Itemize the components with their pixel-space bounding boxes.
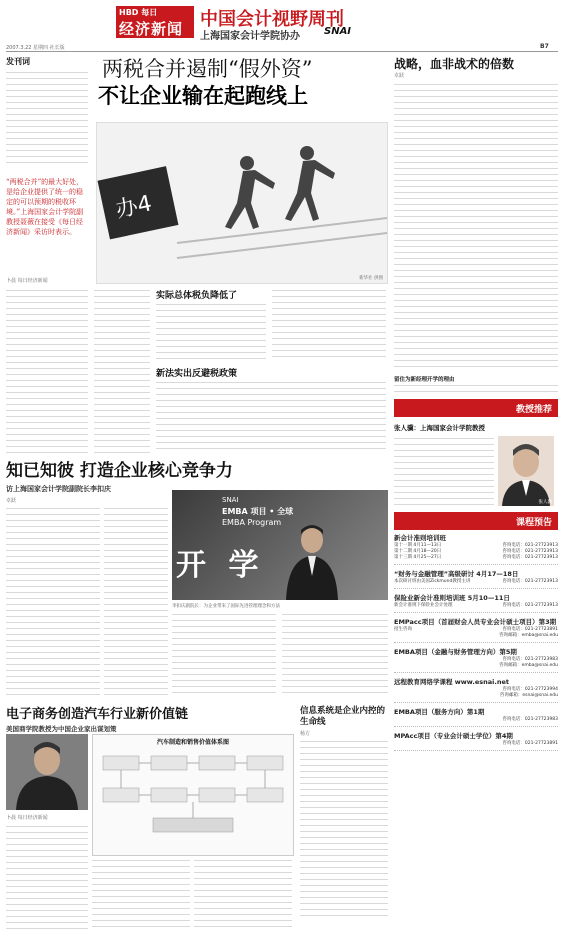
ecom-chart	[92, 734, 294, 856]
course-item	[394, 570, 558, 589]
sidebar-quote: “两税合并”的最大好处，是给企业提供了统一的稳定的可以预期的税收环境。”上海国家会计学院副教授聂薇在接受《每日经济新闻》采访时表示。	[6, 178, 84, 236]
lead-headline-2: 不让企业输在起跑线上	[98, 84, 308, 108]
svg-text:办4: 办4	[113, 191, 155, 224]
masthead-logo	[116, 6, 194, 38]
course-title: EMBA项目（服务方向）第1期	[394, 708, 485, 716]
course-line-right: 咨询电话：021-27723983	[502, 657, 558, 662]
course-title: 远程教育网络学课程 www.esnai.net	[394, 678, 509, 686]
course-line-left: 第十三期 4月25—27日	[394, 555, 442, 560]
runners-illustration	[97, 123, 387, 283]
feature-subhead: 访上海国家会计学院副院长李扣庆	[6, 485, 111, 493]
course-line	[394, 555, 558, 561]
speaker-photo-icon	[282, 520, 342, 600]
logo-top: HBD 每日	[119, 8, 158, 17]
course-line	[394, 693, 558, 699]
courses-section-title: 课程预告	[515, 517, 552, 528]
book-title: 留住为新经理开学的理由	[394, 377, 455, 383]
ecom-body-col1	[6, 824, 88, 930]
expert-section	[394, 399, 558, 506]
course-line-right: 咨询邮箱：esnai@snai.edu	[499, 693, 558, 698]
course-line-right: 咨询电话：021-27723983	[502, 717, 558, 722]
expert-title: 张人骥：上海国家会计学院教授	[394, 424, 485, 432]
feature-body-col1	[6, 506, 100, 696]
course-item	[394, 618, 558, 643]
ecom-body-col2	[92, 858, 190, 930]
feature-photo-caption: 李扣庆副院长：为企业带来了国际先进管理理念和方法	[172, 604, 280, 609]
ecom-subhead: 美国商学院教授为中国企业家出谋划策	[6, 725, 117, 733]
course-line	[394, 579, 558, 585]
course-line	[394, 663, 558, 669]
expert-header	[394, 399, 558, 417]
issue-date: 2007.3.22 星期四 社长版	[6, 45, 65, 51]
course-line-right: 咨询电话：021-27723891	[502, 741, 558, 746]
course-item	[394, 732, 558, 751]
feature-body-col2	[104, 506, 168, 696]
banner-big: 开 学	[176, 548, 265, 583]
sidebar-byline: 卜晨 每日经济新闻	[6, 278, 48, 284]
professor-photo-icon	[6, 734, 88, 810]
course-line-left: 招生咨询	[394, 627, 412, 632]
page-number: B7	[540, 43, 549, 50]
course-item	[394, 534, 558, 565]
info-body	[300, 739, 388, 919]
sidebar-heading: 发刊词	[6, 57, 30, 66]
lead-body-col2	[156, 302, 266, 362]
ecom-chart-title: 汽车制造和销售价值体系图	[156, 739, 229, 746]
banner-line-3: EMBA Program	[222, 518, 282, 527]
masthead-rule	[6, 51, 558, 52]
expert-body-row	[394, 436, 558, 506]
feature-body-col3	[172, 612, 276, 696]
lead-headline-1: 两税合并遏制“假外资”	[102, 57, 313, 81]
course-line-right: 咨询电话：021-27723994	[502, 687, 558, 692]
masthead-subtitle: 上海国家会计学院协办	[200, 31, 300, 42]
course-line-right: 咨询电话：021-27723913	[502, 579, 558, 584]
feature-photo	[172, 490, 388, 600]
feature-body-col4	[282, 612, 388, 696]
course-item	[394, 708, 558, 727]
expert-section-title: 教授推荐	[515, 404, 552, 415]
lead-body-col4	[156, 380, 386, 454]
info-byline: 杨方	[300, 731, 311, 737]
course-item	[394, 594, 558, 613]
person-photo-icon	[498, 436, 554, 506]
course-item	[394, 678, 558, 703]
ecom-story	[6, 706, 294, 932]
column-body	[394, 82, 558, 372]
expert-photo	[498, 436, 554, 506]
book-body	[394, 383, 558, 393]
courses-header	[394, 512, 558, 530]
course-item	[394, 648, 558, 673]
course-line	[394, 717, 558, 723]
banner-line-1: SNAI	[222, 496, 239, 504]
course-line	[394, 633, 558, 639]
course-title: MPAcc项目（专业会计硕士学位）第4期	[394, 732, 513, 740]
course-title: EMBA项目（金融与财务管理方向）第5期	[394, 648, 517, 656]
expert-photo-label: 张人骥	[538, 500, 552, 505]
course-line	[394, 741, 558, 747]
feature-byline: 卓跃	[6, 498, 17, 504]
ecom-headline: 电子商务创造汽车行业新价值链	[6, 707, 189, 722]
column-title: 战略，血非战术的倍数	[394, 57, 515, 71]
lead-body-col3	[272, 288, 386, 362]
course-line-right: 咨询电话：021-27723913	[502, 603, 558, 608]
sidebar-intro	[6, 70, 88, 165]
course-title: 保险业新会计准则培训班 5月10—11日	[394, 594, 510, 602]
sponsor-mark: SNAI	[324, 26, 352, 37]
course-line-right: 咨询邮箱：emba@snai.edu	[499, 663, 558, 668]
course-line	[394, 603, 558, 609]
info-headline: 信息系统是企业内控的生命线	[300, 706, 386, 727]
sidebar	[6, 56, 88, 456]
feature-headline: 知已知彼 打造企业核心竞争力	[6, 461, 233, 481]
course-line-right: 咨询邮箱：emba@snai.edu	[499, 633, 558, 638]
course-title: 新会计准则培训班	[394, 534, 446, 542]
course-line-left: 本次研讨班由美国Zickmund教授主讲	[394, 579, 471, 584]
course-title: “财务与金融管理”高级研讨 4月17—18日	[394, 570, 519, 578]
lead-image	[96, 122, 388, 284]
logo-main: 经济新闻	[119, 20, 184, 38]
course-line-right: 咨询电话：021-27723913	[502, 549, 558, 554]
ecom-body-col3	[194, 858, 292, 930]
right-column	[394, 56, 558, 931]
value-chain-diagram	[93, 746, 293, 851]
lead-subhead-1: 实际总体税负降低了	[156, 291, 238, 301]
ecom-photo	[6, 734, 88, 810]
banner-line-2: EMBA 项目 • 全球	[222, 507, 294, 516]
expert-body	[394, 436, 494, 506]
courses-section	[394, 512, 558, 751]
course-title: EMPacc项目（首届财会人员专业会计硕士项目）第3期	[394, 618, 557, 626]
course-line-right: 咨询电话：021-27723913	[502, 543, 558, 548]
ecom-byline: 卜晨 每日经济新闻	[6, 815, 48, 821]
masthead	[0, 0, 564, 52]
sidebar-body	[6, 288, 88, 458]
lead-story	[94, 56, 388, 456]
course-line-right: 咨询电话：021-27723891	[502, 627, 558, 632]
course-line-left: 新会计准则下保险业会计处理	[394, 603, 453, 608]
info-story	[300, 706, 388, 932]
course-list	[394, 530, 558, 751]
course-line-right: 咨询电话：021-27723913	[502, 555, 558, 560]
feature-story	[6, 460, 388, 700]
lead-image-caption: 新华社 供图	[359, 276, 383, 281]
masthead-title: 中国会计视野周刊	[200, 9, 344, 30]
course-line-left: 第十一期 4月11—13日	[394, 543, 442, 548]
lead-subhead-2: 新法实出反避税政策	[156, 369, 238, 379]
lead-body-col1	[94, 288, 150, 454]
course-line-left: 第十二期 4月18—20日	[394, 549, 442, 554]
column-author: 卓跃	[394, 73, 405, 79]
